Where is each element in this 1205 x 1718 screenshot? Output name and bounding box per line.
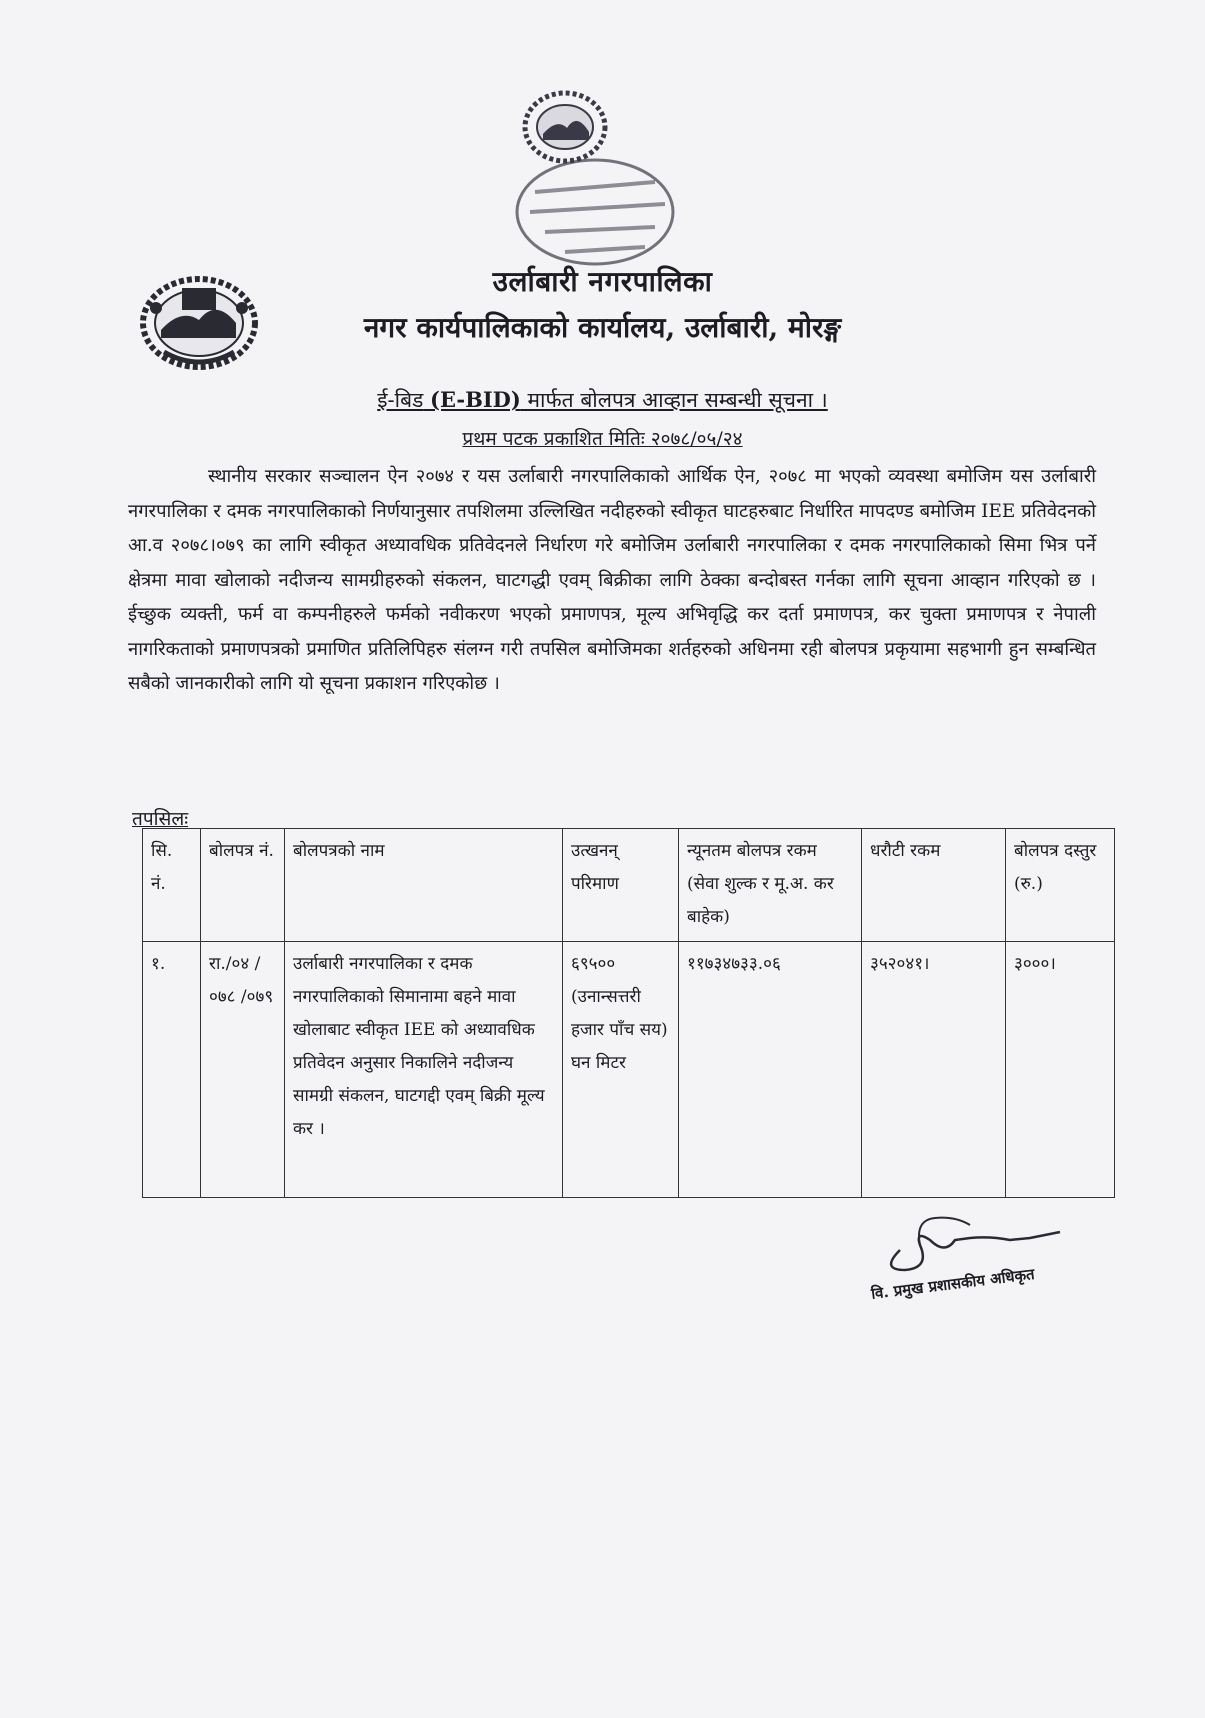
cell-serial: १. [143,942,201,1198]
col-header-min-amount: न्यूनतम बोलपत्र रकम (सेवा शुल्क र मू.अ. कर बाहेक) [679,829,862,942]
col-header-fee: बोलपत्र दस्तुर (रु.) [1006,829,1115,942]
published-date: प्रथम पटक प्रकाशित मितिः २०७८/०५/२४ [462,428,743,450]
notice-subject [0,386,1205,414]
col-header-bid-name: बोलपत्रको नाम [285,829,563,942]
cell-quantity: ६९५०० (उनान्सत्तरी हजार पाँच सय) घन मिटर [563,942,679,1198]
cell-bid-name: उर्लाबारी नगरपालिका र दमक नगरपालिकाको सिमानामा बहने मावा खोलाबाट स्वीकृत IEE को अध्यावधिक प्रतिवेदन अनुसार निकालिने नदीजन्य सामग्री संकलन, घाटगद्दी एवम् बिक्री मूल्य कर । [285,942,563,1198]
cell-deposit: ३५२०४१। [862,942,1006,1198]
subject-ebid: (E-BID) [430,387,521,412]
office-stamp-icon [505,82,705,272]
table-row [143,942,1115,1198]
subject-suffix: मार्फत बोलपत्र आव्हान सम्बन्धी सूचना । [527,388,828,412]
subject-prefix: ई-बिड [377,388,424,412]
cell-fee: ३०००। [1006,942,1115,1198]
col-header-serial: सि. नं. [143,829,201,942]
table-header-row [143,829,1115,942]
col-header-quantity: उत्खनन् परिमाण [563,829,679,942]
col-header-bid-no: बोलपत्र नं. [201,829,285,942]
cell-min-amount: ११७३४७३३.०६ [679,942,862,1198]
schedule-label: तपसिलः [132,808,189,830]
office-name: उर्लाबारी नगरपालिका [492,265,713,298]
col-header-deposit: धरौटी रकम [862,829,1006,942]
office-full-address: नगर कार्यपालिकाको कार्यालय, उर्लाबारी, मोरङ्ग [363,311,842,344]
signature-icon [860,1210,1110,1320]
signature-label: वि. प्रमुख प्रशासकीय अधिकृत [870,1264,1036,1303]
tender-table [142,828,1115,1198]
notice-body: स्थानीय सरकार सञ्चालन ऐन २०७४ र यस उर्लाबारी नगरपालिकाको आर्थिक ऐन, २०७८ मा भएको व्यवस्था बमोजिम यस उर्लाबारी नगरपालिका र दमक नगरपालिकाको निर्णयानुसार तपशिलमा उल्लिखित नदीहरुको स्वीकृत घाटहरुबाट निर्धारित मापदण्ड बमोजिम IEE प्रतिवेदनको आ.व २०७८।०७९ का लागि स्वीकृत अध्यावधिक प्रतिवेदनले निर्धारण गरे बमोजिम उर्लाबारी नगरपालिका र दमक नगरपालिकाको सिमा भित्र पर्ने क्षेत्रमा मावा खोलाको नदीजन्य सामग्रीहरुको संकलन, घाटगद्धी एवम् बिक्रीका लागि ठेक्का बन्दोबस्त गर्नका लागि सूचना आव्हान गरिएको छ । ईच्छुक व्यक्ती, फर्म वा कम्पनीहरुले फर्मको नवीकरण भएको प्रमाणपत्र, मूल्य अभिवृद्धि कर दर्ता प्रमाणपत्र, कर चुक्ता प्रमाणपत्र र नेपाली नागरिकताको प्रमाणपत्रको प्रमाणित प्रतिलिपिहरु संलग्न गरी तपसिल बमोजिमका शर्तहरुको अधिनमा रही बोलपत्र प्रकृयामा सहभागी हुन सम्बन्धित सबैको जानकारीको लागि यो सूचना प्रकाशन गरिएकोछ । [128,466,1096,694]
cell-bid-no: रा./०४ /०७८ /०७९ [201,942,285,1198]
